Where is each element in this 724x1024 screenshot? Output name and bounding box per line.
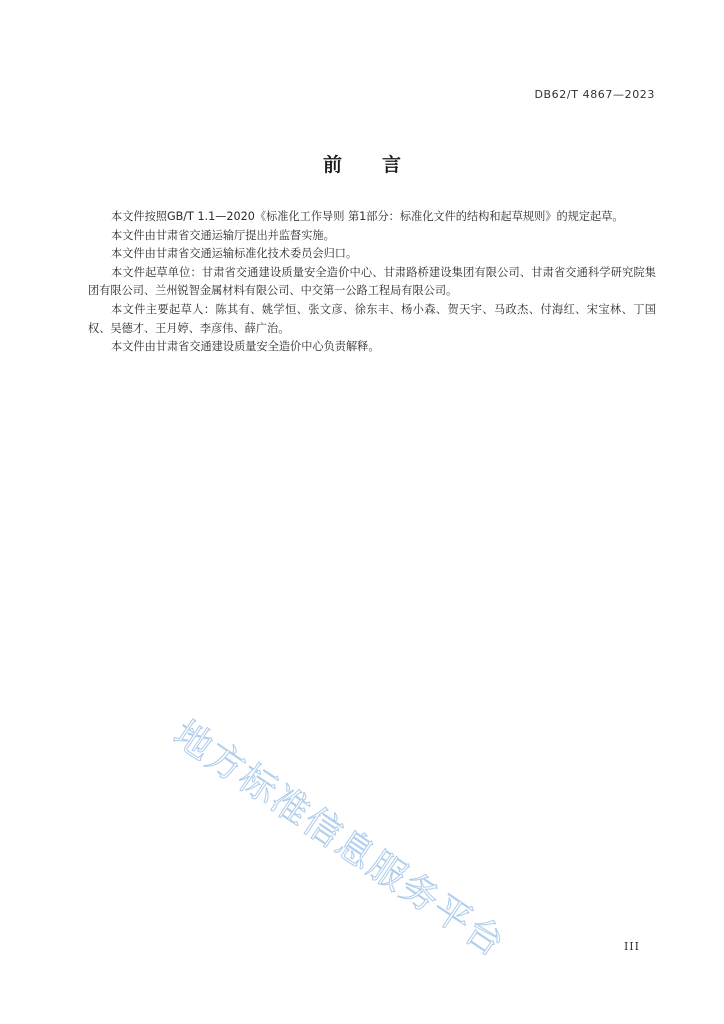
watermark-text: 地方标准信息服务平台 xyxy=(166,712,514,966)
paragraph-proposer: 本文件由甘肃省交通运输厅提出并监督实施。 xyxy=(111,228,335,242)
paragraph-main-drafters: 本文件主要起草人：陈其有、姚学恒、张文彦、徐东丰、杨小森、贺天宇、马政杰、付海红、宋宝林、丁国权、吴德才、王月婷、李彦伟、薛广治。 xyxy=(88,302,656,335)
paragraph-drafting-units: 本文件起草单位：甘肃省交通建设质量安全造价中心、甘肃路桥建设集团有限公司、甘肃省交通科学研究院集团有限公司、兰州锐智金属材料有限公司、中交第一公路工程局有限公司。 xyxy=(88,265,656,298)
paragraph-drafting-rules: 本文件按照GB/T 1.1—2020《标准化工作导则 第1部分：标准化文件的结构和起草规则》的规定起草。 xyxy=(111,210,624,223)
document-standard-number: DB62/T 4867—2023 xyxy=(534,88,655,101)
paragraph-centralized-by: 本文件由甘肃省交通运输标准化技术委员会归口。 xyxy=(111,247,358,261)
page-title: 前言 xyxy=(322,154,441,176)
paragraph-interpretation: 本文件由甘肃省交通建设质量安全造价中心负责解释。 xyxy=(111,340,380,354)
foreword-body xyxy=(88,208,656,357)
page-number: III xyxy=(623,940,640,953)
